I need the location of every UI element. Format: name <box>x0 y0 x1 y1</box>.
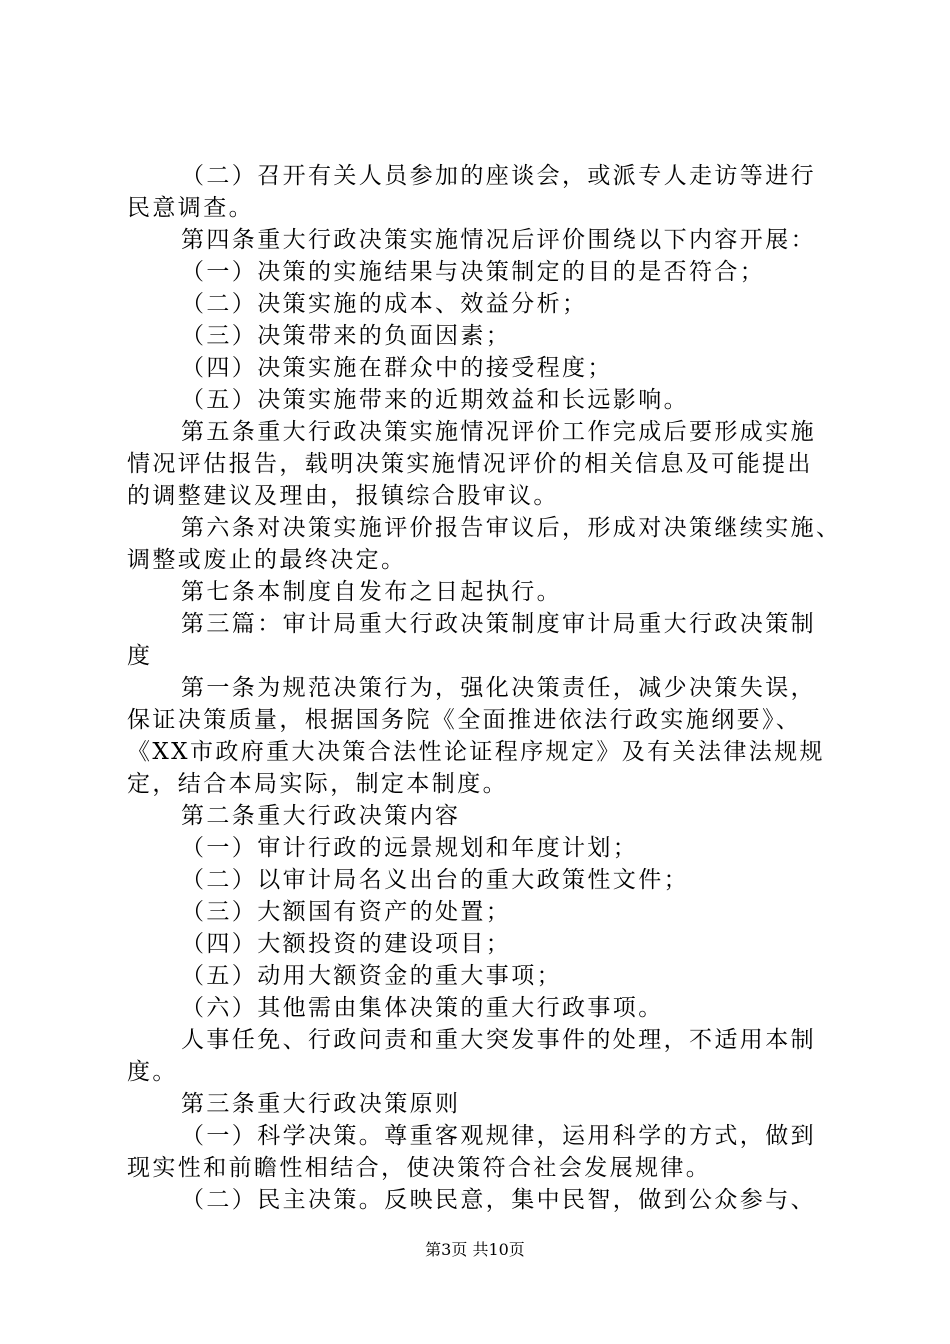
text-line: 第五条重大行政决策实施情况评价工作完成后要形成实施 <box>181 419 816 445</box>
document-body <box>127 160 842 1216</box>
text-line: 保证决策质量，根据国务院《全面推进依法行政实施纲要》、 <box>127 707 802 733</box>
text-line: （二）民主决策。反映民意，集中民智，做到公众参与、 <box>181 1187 816 1213</box>
text-line: （四）大额投资的建设项目； <box>181 931 512 957</box>
text-line: 第三条重大行政决策原则 <box>181 1091 461 1117</box>
text-line: 第四条重大行政决策实施情况后评价围绕以下内容开展： <box>181 227 816 253</box>
text-line: 现实性和前瞻性相结合，使决策符合社会发展规律。 <box>127 1155 712 1181</box>
text-line: 《XX市政府重大决策合法性论证程序规定》及有关法律法规规 <box>127 739 825 765</box>
text-line: （二）召开有关人员参加的座谈会，或派专人走访等进行 <box>181 163 816 189</box>
text-line: （二）以审计局名义出台的重大政策性文件； <box>181 867 689 893</box>
text-line: 度。 <box>127 1059 178 1085</box>
text-line: 调整或废止的最终决定。 <box>127 547 407 573</box>
text-line: （二）决策实施的成本、效益分析； <box>181 291 588 317</box>
text-line: 第六条对决策实施评价报告审议后，形成对决策继续实施、 <box>181 515 842 541</box>
text-line: （一）决策的实施结果与决策制定的目的是否符合； <box>181 259 766 285</box>
text-line: 情况评估报告，载明决策实施情况评价的相关信息及可能提出 <box>127 451 813 477</box>
text-line: 的调整建议及理由，报镇综合股审议。 <box>127 483 559 509</box>
text-line: （五）决策实施带来的近期效益和长远影响。 <box>181 387 689 413</box>
text-line: （六）其他需由集体决策的重大行政事项。 <box>181 995 664 1021</box>
text-line: （四）决策实施在群众中的接受程度； <box>181 355 613 381</box>
page-footer: 第3页 共10页 <box>425 1240 525 1259</box>
text-line: 民意调查。 <box>127 195 254 221</box>
text-line: （三）大额国有资产的处置； <box>181 899 512 925</box>
text-line: 第三篇：审计局重大行政决策制度审计局重大行政决策制 <box>181 611 816 637</box>
text-line: 第一条为规范决策行为，强化决策责任，减少决策失误， <box>181 675 816 701</box>
text-line: （三）决策带来的负面因素； <box>181 323 512 349</box>
text-line: 度 <box>127 643 153 669</box>
text-line: （一）审计行政的远景规划和年度计划； <box>181 835 639 861</box>
text-line: 第二条重大行政决策内容 <box>181 803 461 829</box>
text-line: 定，结合本局实际，制定本制度。 <box>127 771 508 797</box>
text-line: 人事任免、行政问责和重大突发事件的处理，不适用本制 <box>181 1027 816 1053</box>
text-line: 第七条本制度自发布之日起执行。 <box>181 579 562 605</box>
text-line: （五）动用大额资金的重大事项； <box>181 963 562 989</box>
text-line: （一）科学决策。尊重客观规律，运用科学的方式，做到 <box>181 1123 816 1149</box>
